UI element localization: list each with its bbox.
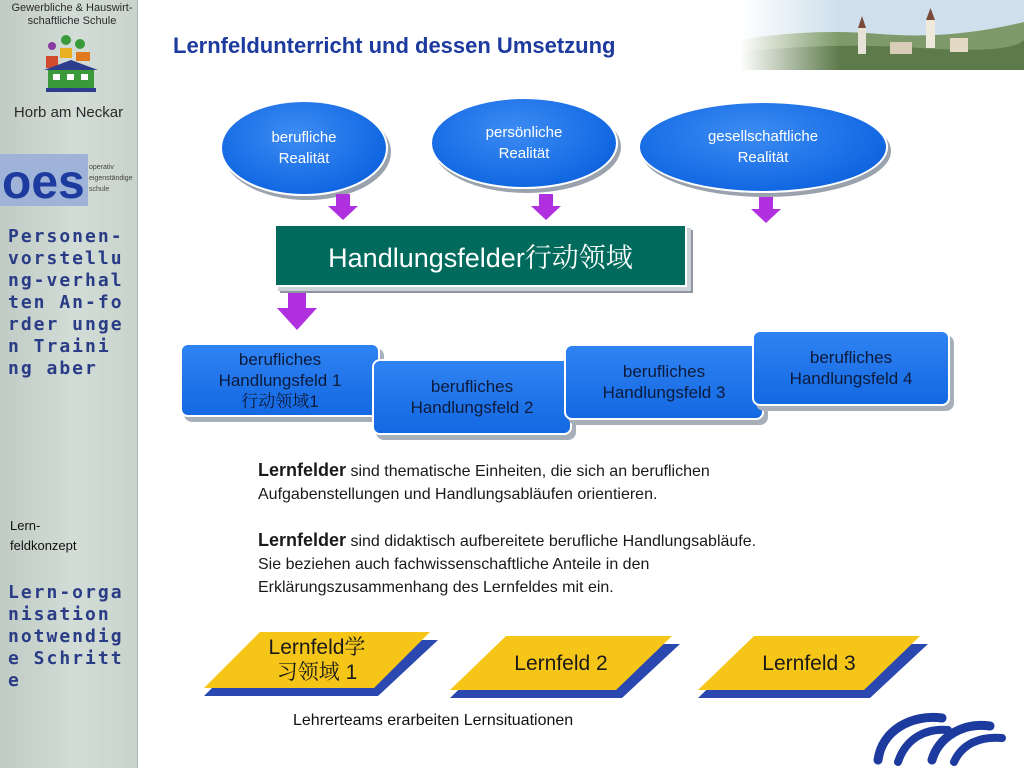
- field-line3: 行动领域1: [241, 391, 319, 411]
- oes-logo-icon: [0, 152, 90, 208]
- lernfeld-3: [698, 636, 928, 698]
- oes-caption-line3: schule: [89, 186, 110, 193]
- handlungsfeld-4-box: [752, 330, 950, 406]
- school-name: [8, 2, 136, 28]
- paragraph-line3: Erklärungszusammenhang des Lernfeldes mit ein.: [258, 579, 614, 596]
- field-line2: Handlungsfeld 3: [602, 383, 726, 402]
- down-arrow-icon: [277, 290, 317, 330]
- sidebar-item-lernfeldkonzept-line1: Lern-: [10, 518, 41, 533]
- oes-caption-line1: operativ: [89, 164, 114, 171]
- down-arrow-icon: [751, 197, 781, 223]
- oval-line2: Realität: [737, 149, 789, 166]
- city-name: Horb am Neckar: [13, 104, 124, 121]
- down-arrow-icon: [531, 194, 561, 220]
- school-name-line2: schaftliche Schule: [27, 15, 117, 27]
- bottom-caption: Lehrerteams erarbeiten Lernsituationen: [293, 712, 574, 729]
- oval-gesellschaftliche-realitaet: [638, 101, 888, 193]
- paragraph-lernfelder-2: [258, 529, 756, 599]
- field-line1: berufliches: [622, 362, 706, 381]
- sidebar-nav-block-1[interactable]: Personen-vorstellung-verhalten An-forder ungen Traini ng aber: [8, 226, 124, 379]
- paragraph-text: sind thematische Einheiten, die sich an beruflichen: [346, 463, 710, 480]
- landscape-photo-icon: [740, 0, 1024, 70]
- handlungsfelder-label: Handlungsfelder行动领域: [328, 243, 633, 273]
- school-building-logo-icon: [40, 30, 102, 98]
- handlungsfeld-1-box: [180, 343, 380, 417]
- lernfeld-2-line1: Lernfeld 2: [514, 651, 608, 675]
- lernfeld-2: [450, 636, 680, 698]
- oval-line2: Realität: [498, 145, 550, 162]
- sidebar-nav-block-2[interactable]: Lern-organisation notwendige Schritte: [8, 582, 124, 691]
- field-line2: Handlungsfeld 1: [218, 370, 342, 390]
- field-line2: Handlungsfeld 4: [789, 369, 913, 388]
- oes-caption: [89, 162, 133, 195]
- paragraph-lernfelder-1: [258, 459, 710, 506]
- oes-logo-text: oes: [2, 156, 85, 208]
- handlungsfeld-2-box: [372, 359, 572, 435]
- school-name-line1: Gewerbliche & Hauswirt-: [11, 2, 133, 14]
- paragraph-lead: Lernfelder: [258, 530, 347, 550]
- oval-line1: gesellschaftliche: [707, 128, 819, 145]
- paragraph-line2: Sie beziehen auch fachwissenschaftliche Anteile in den: [258, 556, 650, 573]
- oval-persoenliche-realitaet: [430, 97, 618, 189]
- paragraph-lead: Lernfelder: [258, 460, 347, 480]
- down-arrow-icon: [328, 194, 358, 220]
- handlungsfelder-box: [274, 224, 687, 287]
- field-line1: berufliches: [430, 377, 514, 396]
- handlungsfeld-3-box: [564, 344, 764, 420]
- lernfeld-1: [204, 632, 438, 696]
- paragraph-line2: Aufgabenstellungen und Handlungsabläufen orientieren.: [258, 486, 658, 503]
- field-line1: berufliches: [238, 349, 322, 369]
- sidebar-item-lernfeldkonzept[interactable]: [10, 516, 77, 556]
- sidebar: [0, 0, 138, 768]
- arc-logo-icon: [872, 708, 1012, 766]
- oes-caption-line2: eigenständige: [89, 175, 133, 182]
- paragraph-text: sind didaktisch aufbereitete berufliche Handlungsabläufe.: [346, 533, 757, 550]
- lernfeld-3-line1: Lernfeld 3: [762, 651, 856, 675]
- page-title: Lernfeldunterricht und dessen Umsetzung: [173, 33, 616, 58]
- oval-berufliche-realitaet: [220, 100, 388, 196]
- sidebar-item-lernfeldkonzept-line2: feldkonzept: [10, 538, 77, 553]
- field-line2: Handlungsfeld 2: [410, 398, 534, 417]
- oval-line1: persönliche: [485, 124, 563, 141]
- lernfeld-1-line2: 习领域 1: [276, 661, 358, 684]
- field-line1: berufliches: [809, 348, 893, 367]
- lernfeld-1-line1: Lernfeld学: [268, 636, 366, 659]
- oval-line1: berufliche: [271, 129, 337, 146]
- oval-line2: Realität: [278, 150, 330, 167]
